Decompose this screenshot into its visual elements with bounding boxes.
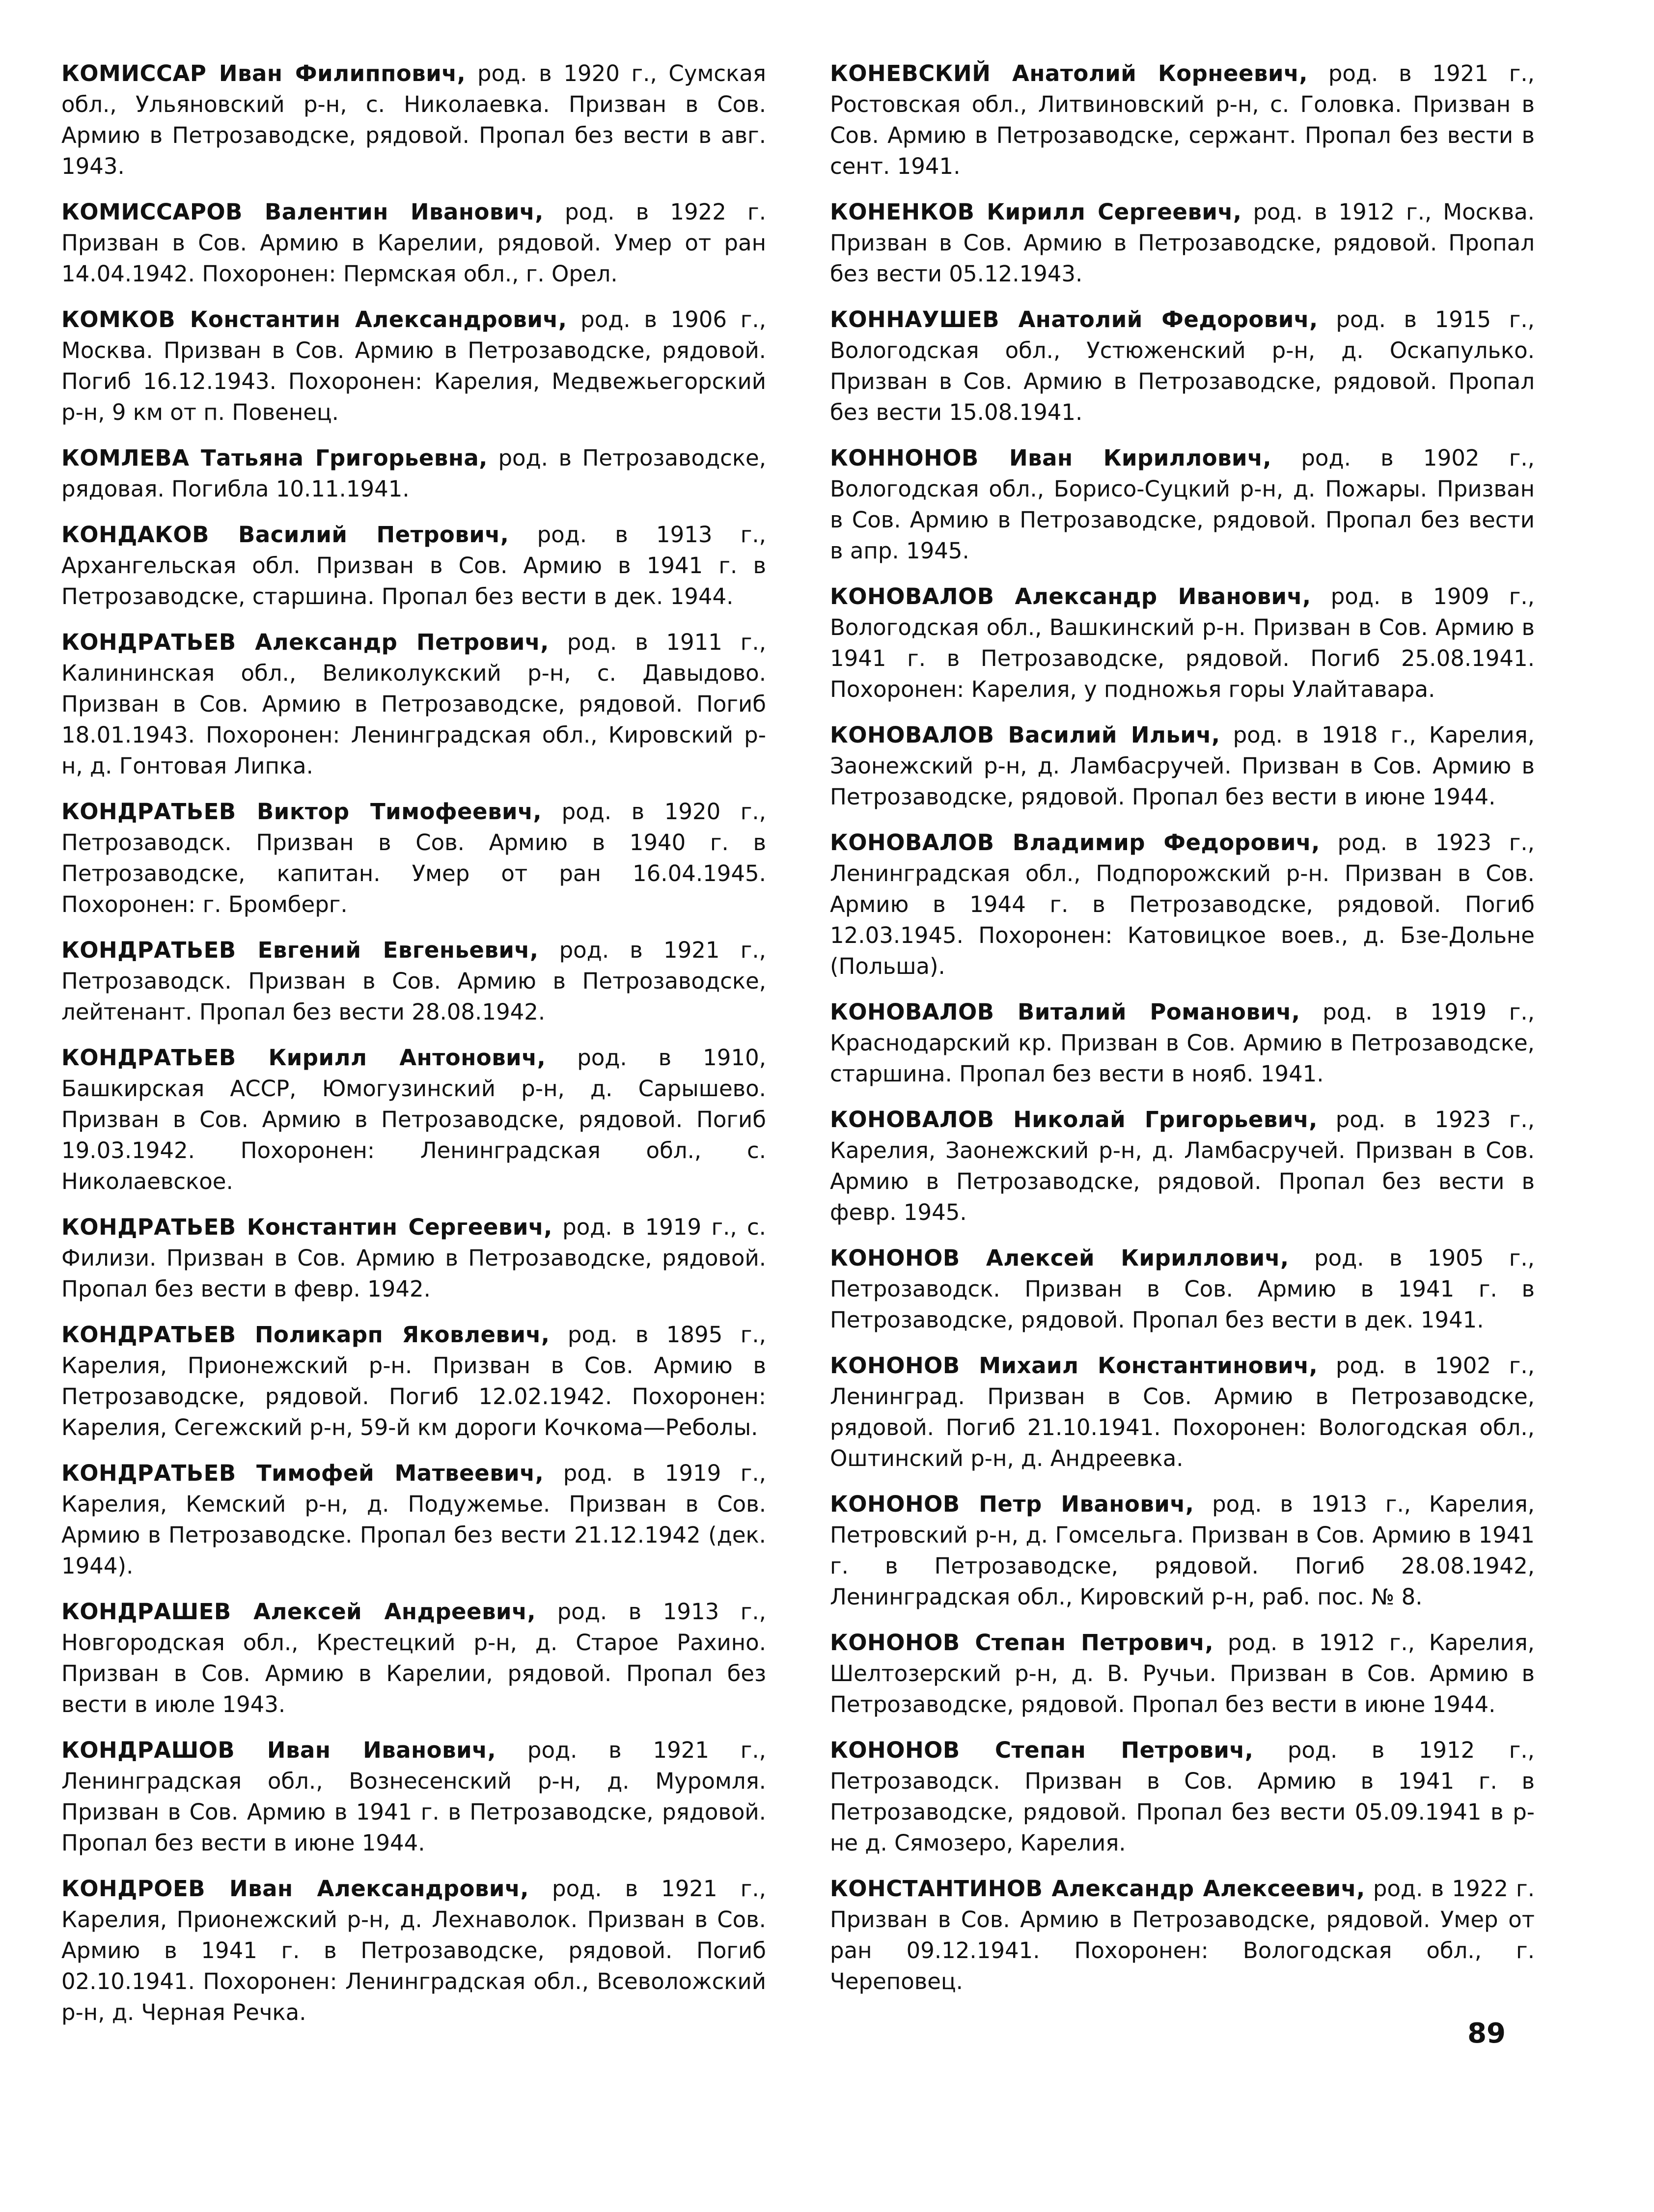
entry-text: род. в 1922 г. Призван в Сов. Армию в Петрозаводске, рядовой. Умер от ран 09.12.1941. Похоронен: Вологодская обл., г. Череповец. [830, 1876, 1535, 1994]
entry [830, 58, 1535, 182]
entry-name: КОНДРАТЬЕВ Тимофей Матвеевич, [61, 1460, 544, 1486]
entry-name: КОНДАКОВ Василий Петрович, [61, 522, 509, 548]
entry-text: род. в 1921 г., Ростовская обл., Литвиновский р-н, с. Головка. Призван в Сов. Армию в Петрозаводске, сержант. Пропал без вести в сент. 1941. [830, 60, 1535, 179]
entry-text: род. в 1910, Башкирская АССР, Юмогузинский р-н, д. Сарышево. Призван в Сов. Армию в Петрозаводске, рядовой. Погиб 19.03.1942. Похоронен: Ленинградская обл., с. Николаевское. [61, 1045, 767, 1194]
entry-name: КОНОВАЛОВ Владимир Федорович, [830, 830, 1320, 856]
entry [61, 1735, 766, 1858]
entry-text: род. в 1920 г., Петрозаводск. Призван в Сов. Армию в 1940 г. в Петрозаводске, капитан. Умер от ран 16.04.1945. Похоронен: г. Бромберг. [61, 799, 766, 917]
entry-name: КОНОВАЛОВ Виталий Романович, [830, 999, 1300, 1025]
entry-text: род. в 1909 г., Вологодская обл., Вашкинский р-н. Призван в Сов. Армию в 1941 г. в Петрозаводске, рядовой. Погиб 25.08.1941. Похоронен: Карелия, у подножья горы Улайтавара. [830, 583, 1535, 702]
entry-text: род. в 1913 г., Архангельская обл. Призван в Сов. Армию в 1941 г. в Петрозаводске, старшина. Пропал без вести в дек. 1944. [61, 522, 766, 609]
entry-text: род. в Петрозаводске, рядовая. Погибла 10.11.1941. [61, 445, 766, 502]
entry-name: КОНДРАТЬЕВ Евгений Евгеньевич, [61, 937, 539, 963]
entry [830, 1350, 1535, 1474]
entry-text: род. в 1921 г., Петрозаводск. Призван в Сов. Армию в Петрозаводске, лейтенант. Пропал без вести 28.08.1942. [61, 937, 766, 1025]
entry-text: род. в 1912 г., Карелия, Шелтозерский р-н, д. В. Ручьи. Призван в Сов. Армию в Петрозаводске, рядовой. Пропал без вести в июне 1944. [830, 1630, 1535, 1717]
entry-name: КОНДРАТЬЕВ Виктор Тимофеевич, [61, 799, 542, 825]
entry-text: род. в 1919 г., Краснодарский кр. Призван в Сов. Армию в Петрозаводске, старшина. Пропал без вести в нояб. 1941. [830, 999, 1535, 1087]
entry [61, 304, 766, 428]
entry-name: КОНОНОВ Михаил Константинович, [830, 1353, 1318, 1379]
entry-name: КОНЕНКОВ Кирилл Сергеевич, [830, 199, 1242, 225]
entry-text: род. в 1921 г., Карелия, Прионежский р-н, д. Лехнаволок. Призван в Сов. Армию в 1941 г. в Петрозаводске, рядовой. Погиб 02.10.1941. Похоронен: Ленинградская обл., Всеволожский р-н, д. Черная Речка. [61, 1876, 766, 2025]
right-column [830, 58, 1535, 2012]
entry-text: род. в 1920 г., Сумская обл., Ульяновский р-н, с. Николаевка. Призван в Сов. Армию в Петрозаводске, рядовой. Пропал без вести в авг. 1943. [61, 60, 767, 179]
entry [61, 1212, 766, 1304]
entry-text: род. в 1918 г., Карелия, Заонежский р-н, д. Ламбасручей. Призван в Сов. Армию в Петрозаводске, рядовой. Пропал без вести в июне 1944. [830, 722, 1535, 810]
entry-text: род. в 1912 г., Петрозаводск. Призван в Сов. Армию в 1941 г. в Петрозаводске, рядовой. Пропал без вести 05.09.1941 в р-не д. Сямозеро, Карелия. [830, 1737, 1535, 1856]
entry-text: род. в 1923 г., Ленинградская обл., Подпорожский р-н. Призван в Сов. Армию в 1944 г. в Петрозаводске, рядовой. Погиб 12.03.1945. Похоронен: Катовицкое воев., д. Бзе-Дольне (Польша). [830, 830, 1535, 979]
entry [61, 935, 766, 1027]
entry [61, 58, 766, 182]
entry-text: род. в 1902 г., Вологодская обл., Борисо-Суцкий р-н, д. Пожары. Призван в Сов. Армию в Петрозаводске, рядовой. Пропал без вести в апр. 1945. [830, 445, 1535, 564]
entry [61, 1458, 766, 1581]
entry-name: КОНДРАТЬЕВ Александр Петрович, [61, 629, 549, 655]
entry [61, 1596, 766, 1720]
entry-name: КОНДРАТЬЕВ Константин Сергеевич, [61, 1214, 552, 1240]
entry-text: род. в 1922 г. Призван в Сов. Армию в Карелии, рядовой. Умер от ран 14.04.1942. Похоронен: Пермская обл., г. Орел. [61, 199, 766, 287]
entry-name: КОНДРАТЬЕВ Кирилл Антонович, [61, 1045, 546, 1071]
entry [830, 442, 1535, 566]
entry-text: род. в 1906 г., Москва. Призван в Сов. Армию в Петрозаводске, рядовой. Погиб 16.12.1943. Похоронен: Карелия, Медвежьегорский р-н, 9 км от п. Повенец. [61, 306, 767, 425]
entry-text: род. в 1913 г., Новгородская обл., Крестецкий р-н, д. Старое Рахино. Призван в Сов. Армию в Карелии, рядовой. Пропал без вести в июле 1943. [61, 1599, 766, 1717]
entry-name: КОНОНОВ Петр Иванович, [830, 1491, 1194, 1517]
entry-text: род. в 1921 г., Ленинградская обл., Вознесенский р-н, д. Муромля. Призван в Сов. Армию в 1941 г. в Петрозаводске, рядовой. Пропал без вести в июне 1944. [61, 1737, 766, 1856]
entry-text: род. в 1915 г., Вологодская обл., Устюженский р-н, д. Оскапулько. Призван в Сов. Армию в Петрозаводске, рядовой. Пропал без вести 15.08.1941. [830, 306, 1535, 425]
entry-name: КОНСТАНТИНОВ Александр Алексеевич, [830, 1876, 1365, 1902]
entry-name: КОННАУШЕВ Анатолий Федорович, [830, 306, 1318, 332]
entry [61, 1319, 766, 1443]
entry-name: КОНДРАТЬЕВ Поликарп Яковлевич, [61, 1322, 550, 1348]
entry [61, 519, 766, 612]
entry [830, 1243, 1535, 1335]
entry [830, 304, 1535, 428]
entry [830, 996, 1535, 1089]
entry-name: КОНОВАЛОВ Александр Иванович, [830, 583, 1311, 609]
entry-name: КОМЛЕВА Татьяна Григорьевна, [61, 445, 488, 471]
entry-name: КОНДРОЕВ Иван Александрович, [61, 1876, 529, 1902]
entry-text: род. в 1902 г., Ленинград. Призван в Сов. Армию в Петрозаводске, рядовой. Погиб 21.10.1941. Похоронен: Вологодская обл., Оштинский р-н, д. Андреевка. [830, 1353, 1535, 1471]
entry [830, 1104, 1535, 1228]
entry-name: КОНОВАЛОВ Василий Ильич, [830, 722, 1220, 748]
entry [830, 1627, 1535, 1720]
entry-name: КОМКОВ Константин Александрович, [61, 306, 567, 332]
entry-name: КОНДРАШЕВ Алексей Андреевич, [61, 1599, 536, 1625]
page-number: 89 [1467, 2018, 1506, 2049]
entry-text: род. в 1905 г., Петрозаводск. Призван в Сов. Армию в 1941 г. в Петрозаводске, рядовой. Пропал без вести в дек. 1941. [830, 1245, 1535, 1333]
entry [830, 1735, 1535, 1858]
entry-name: КОНОВАЛОВ Николай Григорьевич, [830, 1106, 1318, 1133]
left-column [61, 58, 766, 2043]
entry-name: КОНДРАШОВ Иван Иванович, [61, 1737, 496, 1763]
entry [830, 719, 1535, 812]
entry [830, 196, 1535, 289]
entry [61, 442, 766, 504]
entry-text: род. в 1923 г., Карелия, Заонежский р-н, д. Ламбасручей. Призван в Сов. Армию в Петрозаводске, рядовой. Пропал без вести в февр. 1945. [830, 1106, 1535, 1225]
entry-text: род. в 1919 г., с. Филизи. Призван в Сов. Армию в Петрозаводске, рядовой. Пропал без вести в февр. 1942. [61, 1214, 766, 1302]
entry [61, 196, 766, 289]
entry [830, 827, 1535, 982]
entry [61, 1873, 766, 2028]
entry [830, 581, 1535, 705]
entry-name: КОНОНОВ Алексей Кириллович, [830, 1245, 1289, 1271]
entry-name: КОНОНОВ Степан Петрович, [830, 1630, 1214, 1656]
entry [830, 1873, 1535, 1997]
entry-text: род. в 1919 г., Карелия, Кемский р-н, д. Подужемье. Призван в Сов. Армию в Петрозаводске. Пропал без вести 21.12.1942 (дек. 1944). [61, 1460, 766, 1579]
entry-name: КОНЕВСКИЙ Анатолий Корнеевич, [830, 60, 1308, 86]
entry-name: КОННОНОВ Иван Кириллович, [830, 445, 1272, 471]
entry-text: род. в 1912 г., Москва. Призван в Сов. Армию в Петрозаводске, рядовой. Пропал без вести 05.12.1943. [830, 199, 1535, 287]
entry [61, 627, 766, 781]
entry-name: КОМИССАР Иван Филиппович, [61, 60, 466, 86]
entry-name: КОНОНОВ Степан Петрович, [830, 1737, 1254, 1763]
entry-text: род. в 1895 г., Карелия, Прионежский р-н. Призван в Сов. Армию в Петрозаводске, рядовой. Погиб 12.02.1942. Похоронен: Карелия, Сегежский р-н, 59-й км дороги Кочкома—Реболы. [61, 1322, 766, 1440]
entry-text: род. в 1913 г., Карелия, Петровский р-н, д. Гомсельга. Призван в Сов. Армию в 1941 г. в Петрозаводске, рядовой. Погиб 28.08.1942, Ленинградская обл., Кировский р-н, раб. пос. № 8. [830, 1491, 1535, 1610]
entry [61, 796, 766, 920]
entry-text: род. в 1911 г., Калининская обл., Великолукский р-н, с. Давыдово. Призван в Сов. Армию в Петрозаводске, рядовой. Погиб 18.01.1943. Похоронен: Ленинградская обл., Кировский р-н, д. Гонтовая Липка. [61, 629, 766, 779]
entry-name: КОМИССАРОВ Валентин Иванович, [61, 199, 544, 225]
entry [830, 1489, 1535, 1612]
entry [61, 1042, 766, 1197]
